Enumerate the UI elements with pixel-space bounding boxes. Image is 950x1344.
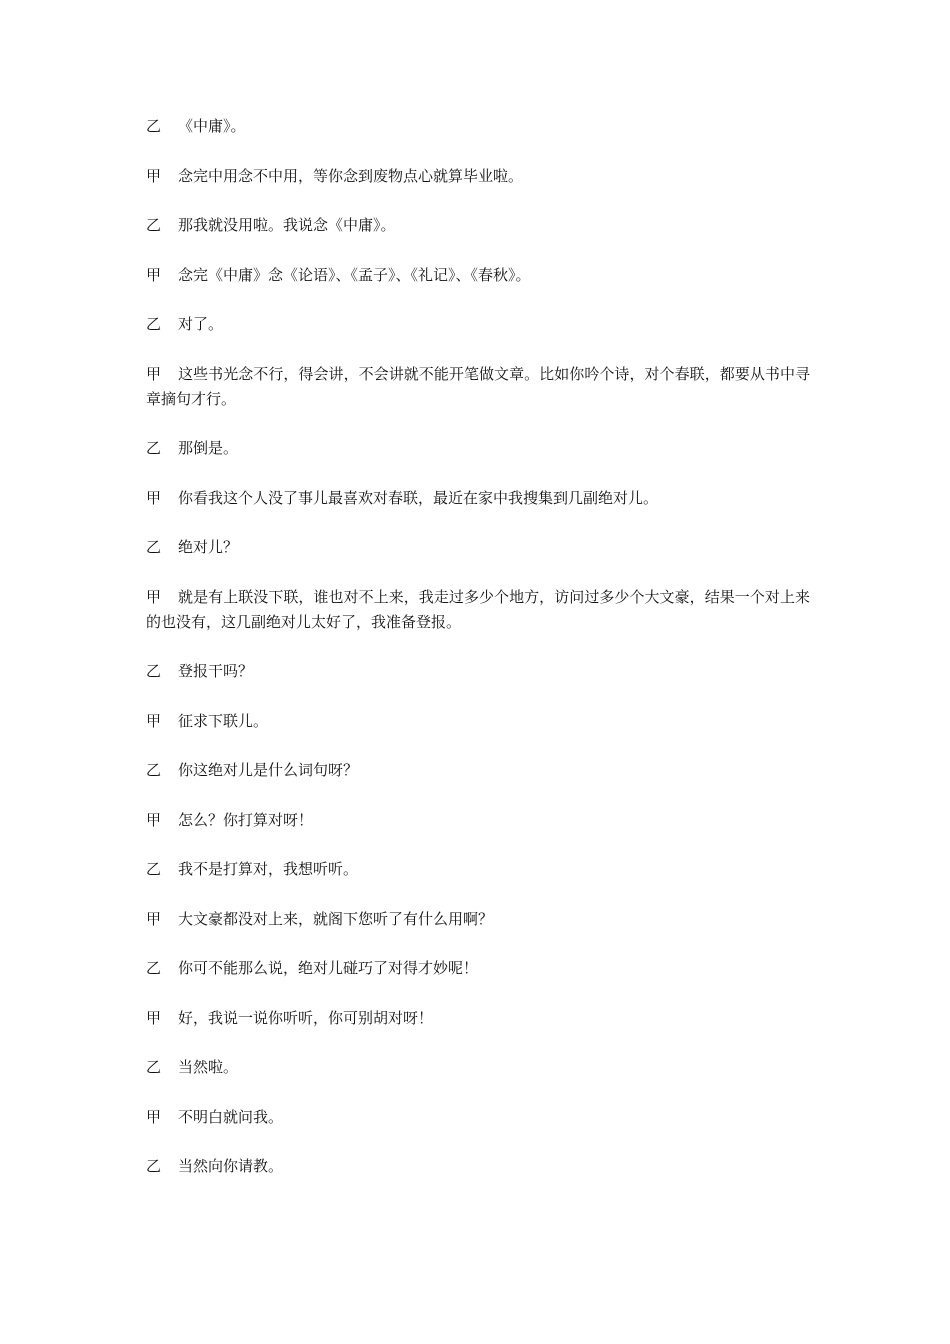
dialogue-line bbox=[146, 907, 810, 932]
dialogue-line bbox=[146, 808, 810, 833]
speaker-label: 甲 bbox=[146, 909, 162, 928]
dialogue-text: 就是有上联没下联，谁也对不上来，我走过多少个地方，访问过多少个大文豪，结果一个对上来的也没有，这几副绝对儿太好了，我准备登报。 bbox=[146, 587, 810, 631]
speaker-label: 甲 bbox=[146, 488, 162, 507]
dialogue-line bbox=[146, 436, 810, 461]
speaker-label: 乙 bbox=[146, 860, 162, 878]
dialogue-text: 大文豪都没对上来，就阁下您听了有什么用啊？ bbox=[178, 909, 494, 928]
speaker-label: 甲 bbox=[146, 711, 162, 730]
speaker-label: 乙 bbox=[146, 959, 162, 977]
dialogue-text: 你看我这个人没了事儿最喜欢对春联，最近在家中我搜集到几副绝对儿。 bbox=[178, 488, 659, 507]
dialogue-line bbox=[146, 1006, 810, 1031]
speaker-label: 乙 bbox=[146, 1058, 162, 1076]
dialogue-line bbox=[146, 312, 810, 337]
speaker-label: 乙 bbox=[146, 439, 162, 457]
dialogue-line bbox=[146, 535, 810, 560]
dialogue-line bbox=[146, 263, 810, 288]
dialogue-text: 念完《中庸》念《论语》、《孟子》、《礼记》、《春秋》。 bbox=[178, 265, 531, 284]
speaker-label: 甲 bbox=[146, 810, 162, 829]
dialogue-text: 对了。 bbox=[178, 315, 224, 333]
dialogue-text: 好，我说一说你听听，你可别胡对呀！ bbox=[178, 1008, 434, 1027]
dialogue-text: 登报干吗？ bbox=[178, 662, 254, 680]
speaker-label: 甲 bbox=[146, 1107, 162, 1126]
dialogue-text: 征求下联儿。 bbox=[178, 711, 269, 730]
speaker-label: 甲 bbox=[146, 166, 162, 185]
dialogue-body bbox=[146, 114, 810, 1204]
dialogue-line bbox=[146, 857, 810, 882]
dialogue-text: 这些书光念不行，得会讲，不会讲就不能开笔做文章。比如你吟个诗，对个春联，都要从书中寻章摘句才行。 bbox=[146, 364, 810, 408]
dialogue-line bbox=[146, 758, 810, 783]
dialogue-line bbox=[146, 164, 810, 189]
dialogue-text: 念完中用念不中用，等你念到废物点心就算毕业啦。 bbox=[178, 166, 524, 185]
dialogue-text: 你这绝对儿是什么词句呀？ bbox=[178, 761, 359, 779]
speaker-label: 乙 bbox=[146, 216, 162, 234]
speaker-label: 乙 bbox=[146, 538, 162, 556]
dialogue-text: 我不是打算对，我想听听。 bbox=[178, 860, 359, 878]
dialogue-line bbox=[146, 362, 810, 412]
speaker-label: 乙 bbox=[146, 761, 162, 779]
dialogue-line bbox=[146, 659, 810, 684]
speaker-label: 乙 bbox=[146, 1157, 162, 1175]
dialogue-line bbox=[146, 1105, 810, 1130]
dialogue-text: 那倒是。 bbox=[178, 439, 239, 457]
dialogue-text: 当然啦。 bbox=[178, 1058, 239, 1076]
dialogue-text: 当然向你请教。 bbox=[178, 1157, 284, 1175]
speaker-label: 甲 bbox=[146, 364, 162, 383]
dialogue-line bbox=[146, 213, 810, 238]
dialogue-text: 那我就没用啦。我说念《中庸》。 bbox=[178, 216, 396, 234]
speaker-label: 甲 bbox=[146, 265, 162, 284]
dialogue-line bbox=[146, 1154, 810, 1179]
dialogue-line bbox=[146, 585, 810, 635]
dialogue-text: 怎么？你打算对呀！ bbox=[178, 810, 314, 829]
dialogue-text: 绝对儿？ bbox=[178, 538, 239, 556]
speaker-label: 甲 bbox=[146, 587, 162, 606]
dialogue-line bbox=[146, 486, 810, 511]
dialogue-line bbox=[146, 956, 810, 981]
dialogue-line bbox=[146, 709, 810, 734]
dialogue-line bbox=[146, 1055, 810, 1080]
dialogue-line bbox=[146, 114, 810, 139]
speaker-label: 乙 bbox=[146, 315, 162, 333]
speaker-label: 乙 bbox=[146, 117, 162, 135]
dialogue-text: 你可不能那么说，绝对儿碰巧了对得才妙呢！ bbox=[178, 959, 479, 977]
speaker-label: 乙 bbox=[146, 662, 162, 680]
dialogue-text: 不明白就问我。 bbox=[178, 1107, 284, 1126]
dialogue-text: 《中庸》。 bbox=[178, 117, 246, 135]
speaker-label: 甲 bbox=[146, 1008, 162, 1027]
